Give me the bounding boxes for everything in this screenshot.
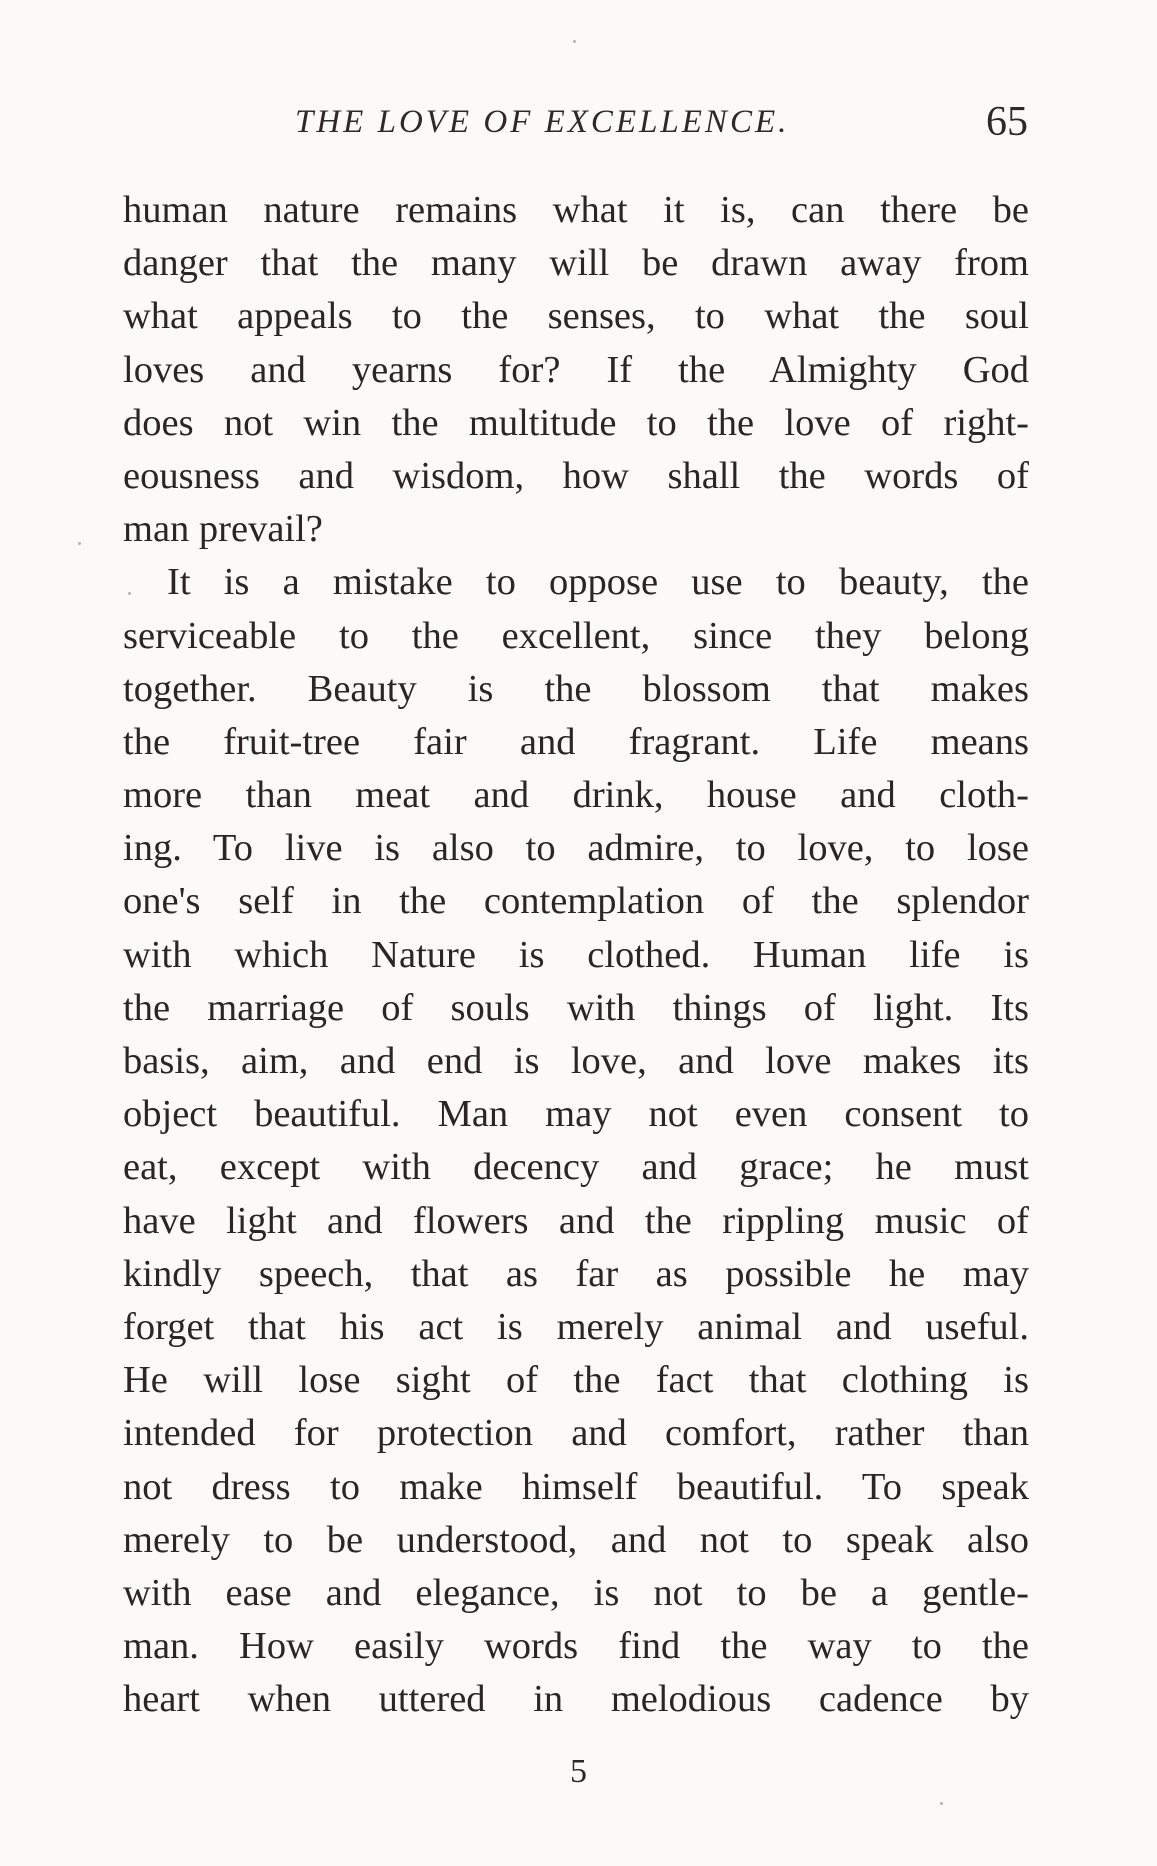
text-line: human nature remains what it is, can there be <box>123 189 1029 231</box>
text-line: what appeals to the senses, to what the soul <box>123 295 1029 338</box>
text-line: basis, aim, and end is love, and love makes its <box>123 1040 1029 1082</box>
signature-mark: 5 <box>570 1753 587 1790</box>
page-number: 65 <box>986 99 1028 145</box>
text-line: with ease and elegance, is not to be a gentle- <box>123 1571 1029 1614</box>
text-line: kindly speech, that as far as possible he may <box>123 1252 1029 1295</box>
paragraph-first-line: It is a mistake to oppose use to beauty, the <box>167 561 1029 604</box>
text-line: intended for protection and comfort, rather than <box>123 1412 1029 1455</box>
text-line: heart when uttered in melodious cadence by <box>123 1678 1029 1721</box>
text-line: eat, except with decency and grace; he must <box>123 1146 1029 1189</box>
paper-speck <box>573 40 576 43</box>
text-line: ing. To live is also to admire, to love, to lose <box>123 827 1029 870</box>
text-line: object beautiful. Man may not even consent to <box>123 1093 1029 1136</box>
text-line: danger that the many will be drawn away from <box>123 242 1029 285</box>
text-line: man. How easily words find the way to the <box>123 1625 1029 1668</box>
text-line: loves and yearns for? If the Almighty God <box>123 348 1029 391</box>
text-line: have light and flowers and the rippling music of <box>123 1199 1029 1242</box>
text-line: the fruit-tree fair and fragrant. Life means <box>123 720 1029 763</box>
text-line: the marriage of souls with things of light. Its <box>123 986 1029 1029</box>
paper-speck <box>78 542 81 545</box>
text-line: serviceable to the excellent, since they belong <box>123 614 1029 657</box>
text-line: does not win the multitude to the love of right- <box>123 401 1029 444</box>
text-line: not dress to make himself beautiful. To speak <box>123 1465 1029 1508</box>
text-line: more than meat and drink, house and cloth- <box>123 774 1029 817</box>
body-text <box>123 184 1029 1726</box>
text-line: eousness and wisdom, how shall the words of <box>123 454 1029 497</box>
text-line: man prevail? <box>123 508 323 551</box>
paper-speck <box>128 592 131 595</box>
running-head <box>0 98 1157 158</box>
paper-speck <box>940 1802 943 1805</box>
text-line: He will lose sight of the fact that clothing is <box>123 1359 1029 1402</box>
running-title: THE LOVE OF EXCELLENCE. <box>295 104 790 140</box>
text-line: with which Nature is clothed. Human life is <box>123 933 1029 976</box>
text-line: forget that his act is merely animal and useful. <box>123 1305 1029 1348</box>
text-line: together. Beauty is the blossom that makes <box>123 667 1029 710</box>
text-line: merely to be understood, and not to speak also <box>123 1518 1029 1561</box>
text-line: one's self in the contemplation of the splendor <box>123 880 1029 923</box>
